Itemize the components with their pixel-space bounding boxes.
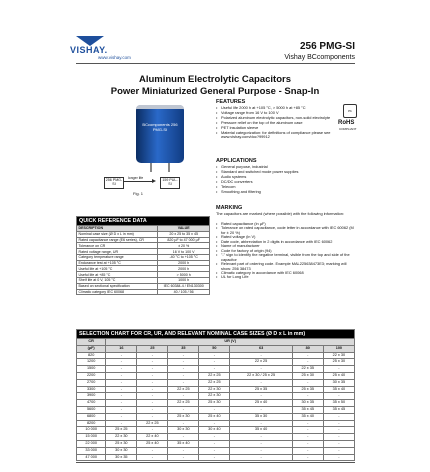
vishay-logo: VISHAY. bbox=[70, 45, 108, 55]
capacitance-value: 2200 bbox=[77, 372, 106, 379]
quick-ref-description: Useful life at +105 °C bbox=[77, 266, 158, 272]
quick-ref-description: Category temperature range bbox=[77, 254, 158, 260]
capacitance-value: 5600 bbox=[77, 406, 106, 413]
case-size-cell: - bbox=[137, 447, 168, 454]
features-item: • Useful life 2000 h at +105 °C, > 5000 h at +85 °C bbox=[216, 106, 336, 111]
case-size-cell: - bbox=[168, 454, 199, 461]
case-size-cell: - bbox=[106, 386, 137, 393]
arrow-right-icon bbox=[152, 179, 156, 183]
capacitance-value: 820 bbox=[77, 352, 106, 359]
marking-item: • Date code, abbreviation in 2 digits in accordance with IEC 60062 bbox=[216, 240, 355, 244]
case-size-cell: - bbox=[292, 434, 323, 441]
case-size-cell: - bbox=[137, 400, 168, 407]
case-size-cell: - bbox=[292, 420, 323, 427]
case-size-cell: - bbox=[137, 393, 168, 400]
case-size-cell: - bbox=[292, 447, 323, 454]
quick-reference-heading: QUICK REFERENCE DATA bbox=[77, 217, 210, 226]
table-row bbox=[77, 366, 355, 373]
quick-ref-value: 16 V to 100 V bbox=[158, 249, 210, 255]
case-size-cell: - bbox=[323, 454, 354, 461]
marking-item: • "-" sign to identify the negative terminal, visible from the top and side of the capacitor bbox=[216, 253, 355, 262]
case-size-cell: - bbox=[137, 359, 168, 366]
case-size-cell: 30 x 35 bbox=[106, 454, 137, 461]
case-size-cell: 25 x 30 bbox=[292, 372, 323, 379]
case-size-cell: - bbox=[292, 440, 323, 447]
capacitance-value: 4700 bbox=[77, 400, 106, 407]
quick-ref-description: Rated capacitance range (E6 series), CR bbox=[77, 237, 158, 243]
quick-ref-value: ± 20 % bbox=[158, 243, 210, 249]
case-size-cell: - bbox=[137, 372, 168, 379]
case-size-cell: - bbox=[323, 393, 354, 400]
case-size-cell: - bbox=[292, 359, 323, 366]
col-header-description: DESCRIPTION bbox=[77, 226, 158, 232]
brand-name: Vishay BCcomponents bbox=[284, 54, 355, 61]
case-size-cell: - bbox=[106, 359, 137, 366]
marking-item: • Relevant part of ordering code. Example MAL225638473E3; marking will show: 256 38473 bbox=[216, 262, 355, 271]
quick-ref-value: 2000 h bbox=[158, 266, 210, 272]
marking-heading: MARKING bbox=[216, 205, 243, 211]
case-size-cell: - bbox=[199, 406, 230, 413]
case-size-cell: - bbox=[137, 454, 168, 461]
applications-heading: APPLICATIONS bbox=[216, 158, 257, 164]
case-size-cell: - bbox=[323, 427, 354, 434]
case-size-cell: - bbox=[168, 359, 199, 366]
quick-ref-description: Useful life at +85 °C bbox=[77, 272, 158, 278]
case-size-cell: - bbox=[230, 379, 292, 386]
capacitance-value: 22 000 bbox=[77, 440, 106, 447]
case-size-cell: - bbox=[323, 420, 354, 427]
case-size-cell: - bbox=[106, 352, 137, 359]
selection-chart-heading: SELECTION CHART FOR CR, UR, AND RELEVANT NOMINAL CASE SIZES (Ø D x L in mm) bbox=[77, 330, 355, 339]
voltage-header: 100 bbox=[323, 345, 354, 352]
applications-item: • Audio systems bbox=[216, 175, 354, 180]
case-size-cell: - bbox=[106, 372, 137, 379]
marking-item: • Tolerance on rated capacitance, code letter in accordance with IEC 60062 (M for ± 20 %) bbox=[216, 226, 355, 235]
capacitance-value: 2700 bbox=[77, 379, 106, 386]
case-size-cell: - bbox=[292, 454, 323, 461]
case-size-cell: - bbox=[199, 352, 230, 359]
case-size-cell: - bbox=[230, 366, 292, 373]
capacitor-image bbox=[136, 105, 184, 163]
applications-list bbox=[216, 165, 354, 194]
case-size-cell: 30 x 30 bbox=[106, 447, 137, 454]
quick-ref-description: Endurance test at +105 °C bbox=[77, 260, 158, 266]
case-size-cell: 35 x 45 bbox=[323, 406, 354, 413]
quick-ref-description: Shelf life at 0 V, 105 °C bbox=[77, 278, 158, 284]
features-list bbox=[216, 106, 336, 140]
diagram-arrow-line bbox=[124, 181, 154, 182]
applications-item: • Smoothing and filtering bbox=[216, 190, 354, 195]
table-row bbox=[77, 379, 355, 386]
case-size-cell: - bbox=[106, 366, 137, 373]
case-size-cell: - bbox=[230, 393, 292, 400]
case-size-cell: - bbox=[292, 393, 323, 400]
capacitance-value: 15 000 bbox=[77, 434, 106, 441]
table-row bbox=[77, 427, 355, 434]
case-size-cell: 30 x 35 bbox=[323, 379, 354, 386]
case-size-cell: 25 x 30 bbox=[199, 400, 230, 407]
features-item: • Pressure relief on the top of the aluminum case bbox=[216, 121, 336, 126]
marking-item: • Code for factory of origin (94) bbox=[216, 249, 355, 253]
case-size-cell: - bbox=[137, 352, 168, 359]
col-header-ur: UR (V) bbox=[106, 339, 355, 346]
case-size-cell: 22 x 25 bbox=[199, 372, 230, 379]
rohs-label: RoHS bbox=[338, 120, 355, 126]
case-size-cell: - bbox=[137, 427, 168, 434]
features-item: • Polarized aluminum electrolytic capacitors, non-solid electrolyte bbox=[216, 116, 336, 121]
case-size-cell: - bbox=[230, 434, 292, 441]
table-row bbox=[77, 454, 355, 461]
voltage-header: 25 bbox=[137, 345, 168, 352]
case-size-cell: - bbox=[168, 372, 199, 379]
case-size-cell: - bbox=[168, 352, 199, 359]
voltage-header: 16 bbox=[106, 345, 137, 352]
voltage-header: 63 bbox=[230, 345, 292, 352]
table-row bbox=[77, 400, 355, 407]
case-size-cell: 35 x 40 bbox=[323, 386, 354, 393]
case-size-cell: - bbox=[199, 366, 230, 373]
case-size-cell: 22 x 25 bbox=[168, 386, 199, 393]
case-size-cell: 35 x 50 bbox=[323, 400, 354, 407]
applications-item: • DC/DC converters bbox=[216, 180, 354, 185]
case-size-cell: 25 x 35 bbox=[292, 386, 323, 393]
features-heading: FEATURES bbox=[216, 99, 246, 105]
col-header-cr-unit: (µF) bbox=[77, 345, 106, 352]
case-size-cell: 22 x 25 bbox=[199, 379, 230, 386]
case-size-cell: 25 x 40 bbox=[323, 372, 354, 379]
col-header-cr: CR bbox=[77, 339, 106, 346]
case-size-cell: 25 x 40 bbox=[230, 400, 292, 407]
quick-ref-value: IEC 60384-4 / EN130300 bbox=[158, 283, 210, 289]
case-size-cell: - bbox=[292, 427, 323, 434]
case-size-cell: - bbox=[106, 393, 137, 400]
quick-ref-value: 20 x 25 to 35 x 45 bbox=[158, 231, 210, 237]
table-row bbox=[77, 420, 355, 427]
case-size-cell: 25 x 30 bbox=[168, 413, 199, 420]
quick-ref-description: Tolerance on CR bbox=[77, 243, 158, 249]
capacitance-value: 6800 bbox=[77, 413, 106, 420]
voltage-header: 80 bbox=[292, 345, 323, 352]
case-size-cell: - bbox=[106, 400, 137, 407]
marking-intro: The capacitors are marked (where possible) with the following information: bbox=[216, 211, 345, 216]
capacitor-pin bbox=[168, 163, 170, 172]
case-size-cell: 30 x 30 bbox=[168, 427, 199, 434]
capacitance-value: 47 000 bbox=[77, 454, 106, 461]
table-row bbox=[77, 413, 355, 420]
table-row bbox=[77, 372, 355, 379]
case-size-cell: 22 x 30 bbox=[106, 434, 137, 441]
case-size-cell: 35 x 45 bbox=[292, 406, 323, 413]
case-size-cell: - bbox=[323, 366, 354, 373]
marking-item: • Rated capacitance (in µF) bbox=[216, 222, 355, 226]
applications-item: • General purpose, industrial bbox=[216, 165, 354, 170]
capacitance-value: 3900 bbox=[77, 393, 106, 400]
quick-ref-description: Climatic category IEC 60068 bbox=[77, 289, 158, 295]
marking-item: • Climatic category in accordance with IEC 60068 bbox=[216, 271, 355, 275]
case-size-cell: - bbox=[199, 440, 230, 447]
rohs-sub-label: COMPLIANT bbox=[339, 127, 357, 131]
case-size-cell: - bbox=[106, 379, 137, 386]
case-size-cell: - bbox=[230, 406, 292, 413]
case-size-cell: - bbox=[137, 406, 168, 413]
capacitance-value: 1500 bbox=[77, 366, 106, 373]
header-divider bbox=[76, 63, 355, 64]
case-size-cell: 22 x 30 bbox=[199, 386, 230, 393]
case-size-cell: - bbox=[199, 447, 230, 454]
footer-divider bbox=[76, 462, 355, 463]
diagram-arrow-label: longer life bbox=[128, 176, 144, 180]
table-row bbox=[77, 447, 355, 454]
diagram-box-left: 256 PMG-SI bbox=[104, 177, 124, 189]
case-size-cell: - bbox=[106, 420, 137, 427]
doc-title-line2: Power Miniaturized General Purpose - Snap-In bbox=[110, 86, 320, 97]
table-row bbox=[77, 393, 355, 400]
quick-ref-value: 2000 h bbox=[158, 260, 210, 266]
case-size-cell: - bbox=[168, 393, 199, 400]
table-row bbox=[77, 352, 355, 359]
case-size-cell: 25 x 30 bbox=[106, 440, 137, 447]
marking-item: • Rated voltage (in V) bbox=[216, 235, 355, 239]
applications-item: • Standard and switched mode power supplies bbox=[216, 170, 354, 175]
case-size-cell: - bbox=[137, 366, 168, 373]
pb-free-icon: Pb bbox=[343, 104, 357, 118]
features-item: • Voltage range from 16 V to 100 V bbox=[216, 111, 336, 116]
case-size-cell: 22 x 30 bbox=[199, 393, 230, 400]
quick-ref-value: 1000 h bbox=[158, 278, 210, 284]
case-size-cell: - bbox=[168, 447, 199, 454]
marking-item: • Name of manufacturer bbox=[216, 244, 355, 248]
marking-list bbox=[216, 222, 355, 280]
case-size-cell: 22 x 40 bbox=[137, 434, 168, 441]
part-number: 256 PMG-SI bbox=[299, 41, 355, 52]
case-size-cell: 30 x 40 bbox=[199, 427, 230, 434]
case-size-cell: - bbox=[137, 386, 168, 393]
capacitance-value: 1200 bbox=[77, 359, 106, 366]
case-size-cell: - bbox=[323, 413, 354, 420]
case-size-cell: 22 x 25 bbox=[168, 400, 199, 407]
features-item: • PET insulation sleeve bbox=[216, 126, 336, 131]
case-size-cell: 25 x 25 bbox=[106, 427, 137, 434]
case-size-cell: 25 x 40 bbox=[199, 413, 230, 420]
case-size-cell: 35 x 40 bbox=[230, 427, 292, 434]
quick-ref-value: -40 °C to +105 °C bbox=[158, 254, 210, 260]
table-row bbox=[77, 386, 355, 393]
table-row bbox=[77, 289, 210, 295]
features-item: • Material categorization: for definitions of compliance please see www.vishay.com/doc?99912 bbox=[216, 131, 336, 141]
quick-ref-value: 40 / 105 / 56 bbox=[158, 289, 210, 295]
case-size-cell: - bbox=[230, 447, 292, 454]
case-size-cell: 25 x 40 bbox=[137, 440, 168, 447]
case-size-cell: 22 x 35 bbox=[292, 366, 323, 373]
col-header-value: VALUE bbox=[158, 226, 210, 232]
case-size-cell: - bbox=[168, 420, 199, 427]
case-size-cell: - bbox=[137, 379, 168, 386]
case-size-cell: - bbox=[230, 352, 292, 359]
case-size-cell: - bbox=[323, 440, 354, 447]
case-size-cell: 30 x 35 bbox=[292, 400, 323, 407]
case-size-cell: - bbox=[323, 434, 354, 441]
voltage-header: 35 bbox=[168, 345, 199, 352]
case-size-cell: - bbox=[323, 447, 354, 454]
vishay-url[interactable]: www.vishay.com bbox=[98, 55, 131, 60]
case-size-cell: - bbox=[199, 359, 230, 366]
quick-ref-value: 820 µF to 47 000 µF bbox=[158, 237, 210, 243]
capacitance-value: 33 000 bbox=[77, 447, 106, 454]
table-row bbox=[77, 434, 355, 441]
quick-ref-description: Nominal case size (Ø D x L in mm) bbox=[77, 231, 158, 237]
case-size-cell: - bbox=[230, 440, 292, 447]
case-size-cell: - bbox=[292, 379, 323, 386]
case-size-cell: - bbox=[292, 352, 323, 359]
case-size-cell: 22 x 25 bbox=[230, 359, 292, 366]
case-size-cell: 35 x 40 bbox=[292, 413, 323, 420]
quick-reference-table bbox=[76, 216, 210, 295]
case-size-cell: 25 x 30 bbox=[323, 359, 354, 366]
selection-chart-table bbox=[76, 329, 355, 461]
diagram-box-right: 159 PUL-SI bbox=[160, 177, 180, 189]
case-size-cell: 22 x 25 bbox=[137, 420, 168, 427]
case-size-cell: - bbox=[230, 454, 292, 461]
voltage-header: 50 bbox=[199, 345, 230, 352]
case-size-cell: - bbox=[199, 420, 230, 427]
case-size-cell: - bbox=[137, 413, 168, 420]
case-size-cell: - bbox=[168, 406, 199, 413]
case-size-cell: 22 x 30 / 25 x 25 bbox=[230, 372, 292, 379]
quick-ref-value: > 5000 h bbox=[158, 272, 210, 278]
case-size-cell: - bbox=[106, 413, 137, 420]
case-size-cell: - bbox=[106, 406, 137, 413]
doc-title-line1: Aluminum Electrolytic Capacitors bbox=[138, 74, 292, 85]
table-row bbox=[77, 359, 355, 366]
capacitance-value: 10 000 bbox=[77, 427, 106, 434]
case-size-cell: 35 x 40 bbox=[168, 440, 199, 447]
case-size-cell: 35 x 30 bbox=[230, 413, 292, 420]
case-size-cell: - bbox=[168, 379, 199, 386]
capacitor-pin bbox=[150, 163, 152, 172]
capacitance-value: 8200 bbox=[77, 420, 106, 427]
capacitor-label: BCcomponents 256 PMG-SI bbox=[142, 122, 178, 132]
capacitance-value: 3300 bbox=[77, 386, 106, 393]
quick-ref-description: Based on sectional specification bbox=[77, 283, 158, 289]
applications-item: • Telecom bbox=[216, 185, 354, 190]
case-size-cell: - bbox=[168, 434, 199, 441]
quick-ref-description: Rated voltage range, UR bbox=[77, 249, 158, 255]
table-row bbox=[77, 440, 355, 447]
table-row bbox=[77, 406, 355, 413]
figure-caption: Fig. 1 bbox=[133, 191, 144, 196]
marking-item: • UL for Long Life bbox=[216, 275, 355, 279]
capacitor-top bbox=[136, 105, 184, 109]
case-size-cell: 22 x 30 bbox=[323, 352, 354, 359]
case-size-cell: - bbox=[199, 434, 230, 441]
case-size-cell: - bbox=[230, 420, 292, 427]
case-size-cell: 25 x 35 bbox=[230, 386, 292, 393]
case-size-cell: - bbox=[168, 366, 199, 373]
case-size-cell: - bbox=[199, 454, 230, 461]
